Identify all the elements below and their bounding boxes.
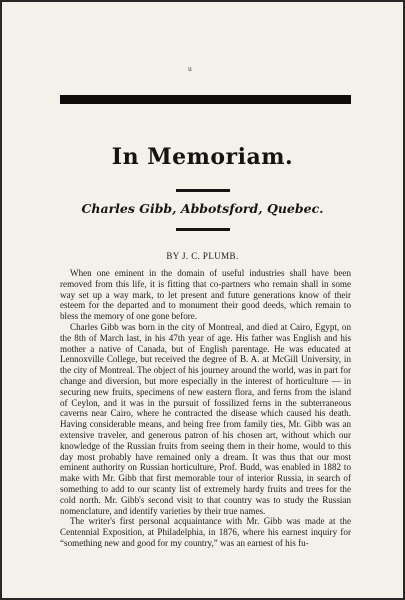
- article-title: In Memoriam.: [111, 144, 294, 170]
- article-subtitle: Charles Gibb, Abbotsford, Quebec.: [81, 201, 324, 216]
- paragraph: The writer's first personal acquaintance with Mr. Gibb was made at the Centennial Exposition, at Philadelphia, in 1876, where his earnest inquiry for “something new and good for my country,” was an earnest of his fu-: [60, 516, 351, 548]
- article-body: [60, 268, 351, 549]
- page-folio: u: [188, 66, 192, 73]
- top-rule: [60, 95, 351, 104]
- paragraph: Charles Gibb was born in the city of Montreal, and died at Cairo, Egypt, on the 8th of March last, in his 47th year of age. His father was English and his mother a native of Canada, but of English parentage. He was educated at Lennoxville College, but received the degree of B. A. at McGill University, in the city of Montreal. The object of his journey around the world, was in part for change and diversion, but more especially in the interest of horticulture — in securing new fruits, specimens of new eastern flora, and ferns from the island of Ceylon, and it was in the pursuit of fossilized ferns in the subterraneous caverns near Cairo, where he contracted the disease which caused his death. Having considerable means, and being free from family ties, Mr. Gibb was an extensive traveler, and generous patron of his chosen art, without which our knowledge of the Russian fruits from seeing them in their home, would to this day most probably have remained only a dream. It was thus that our most eminent authority on Russian horticulture, Prof. Budd, was enabled in 1882 to make with Mr. Gibb that first memorable tour of interior Russia, in search of something to add to our scanty list of extremely hardy fruits and trees for the cold north. Mr. Gibb's second visit to that country was to study the Russian nomenclature, and identify varieties by their true names.: [60, 321, 351, 516]
- paragraph: When one eminent in the domain of useful industries shall have been removed from this life, it is fitting that co-partners who remain shall in some way set up a way mark, to let present and future generations know of their esteem for the departed and to monument their good deeds, which remain to bless the memory of one gone before.: [60, 268, 351, 322]
- byline: BY J. C. PLUMB.: [166, 251, 239, 261]
- title-rule-lower: [176, 228, 230, 231]
- title-rule-upper: [176, 189, 230, 192]
